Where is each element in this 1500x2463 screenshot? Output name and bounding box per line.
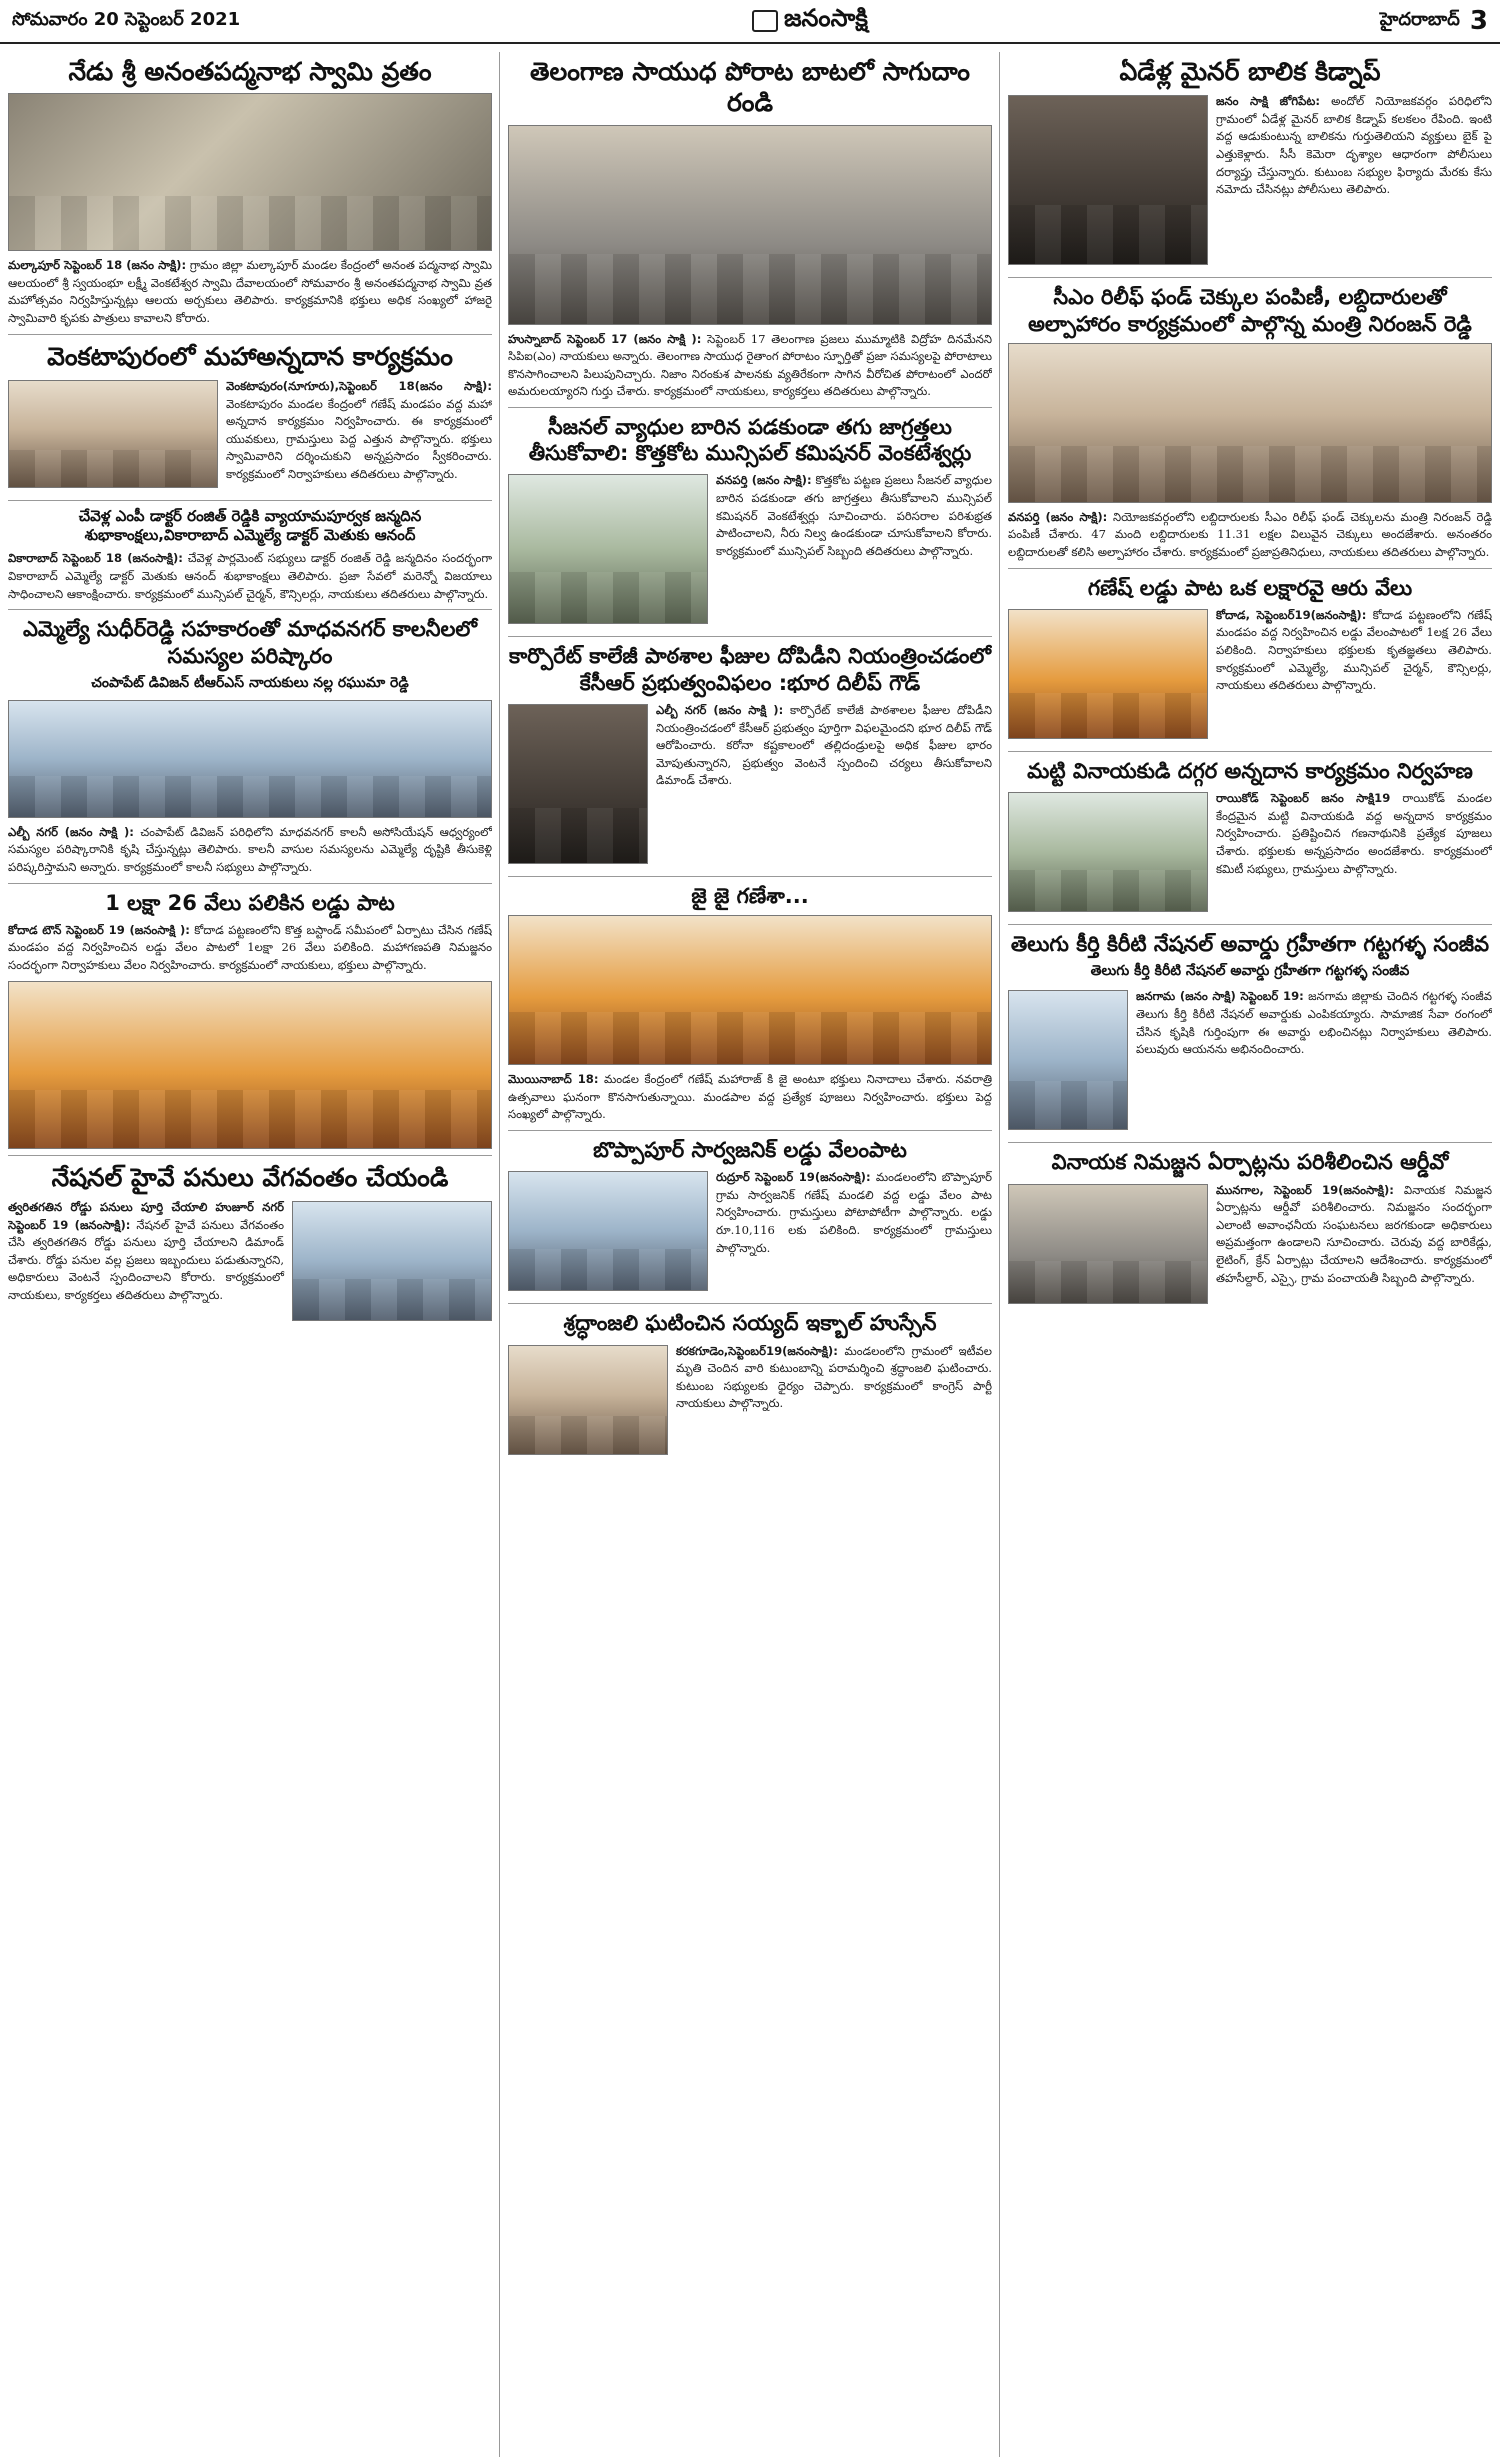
- article-body: మల్కాపూర్ సెప్టెంబర్ 18 (జనం సాక్షి): గ్రామం జిల్లా మల్కాపూర్ మండల కేంద్రంలో అనంత పద్మనాభ స్వామి ఆలయంలో శ్రీ స్వయంభూ లక్ష్మీ వెంకటేశ్వర స్వామి దేవాలయంలో సోమవారం శ్రీ అనంతపద్మనాభ స్వామి వ్రత మహోత్సవం నిర్వహిస్తున్నట్లు ఆలయ అర్చకులు తెలిపారు. కార్యక్రమానికి భక్తులు అధిక సంఖ్యలో హాజరై స్వామివారి కృపకు పాత్రులు కావాలని కోరారు.: [8, 258, 492, 326]
- article-body: ఎల్బీ నగర్ (జనం సాక్షి ): కార్పొరేట్ కాలేజీ పాఠశాలల ఫీజుల దోపిడీని నియంత్రించడంలో కేసీఆర్ ప్రభుత్వం పూర్తిగా విఫలమైందని భూర దిలీప్ గౌడ్ ఆరోపించారు. కరోనా కష్టకాలంలో తల్లిదండ్రులపై అధిక ఫీజుల భారం మోపుతున్నారని, ప్రభుత్వం వెంటనే స్పందించి చర్యలు తీసుకోవాలని డిమాండ్ చేశారు.: [656, 702, 992, 788]
- leader-portrait-photo: [508, 704, 648, 864]
- article-headline: నేడు శ్రీ అనంతపద్మనాభ స్వామి వ్రతం: [68, 57, 432, 86]
- article-headline: వెంకటాపురంలో మహాఅన్నదాన కార్యక్రమం: [47, 341, 453, 371]
- column-divider: [499, 52, 500, 2457]
- article-headline: నేషనల్ హైవే పనులు వేగవంతం చేయండి: [51, 1162, 449, 1192]
- article-subheadline: చంపాపేట్ డివిజన్ టీఆర్ఎస్ నాయకులు నల్ల రఘుమా రెడ్డి: [91, 674, 409, 691]
- article-body: ఎల్బీ నగర్ (జనం సాక్షి ): చంపాపేట్ డివిజన్ పరిధిలోని మాధవనగర్ కాలనీ అసోసియేషన్ ఆధ్వర్యంలో సమస్యల పరిష్కారానికి కృషి చేస్తున్నట్లు తెలిపారు. కాలనీ వాసుల సమస్యలను ఎమ్మెల్యే దృష్టికి తీసుకెళ్లి పరిష్కరిస్తామని అన్నారు. కార్యక్రమంలో కాలనీ సభ్యులు పాల్గొన్నారు.: [8, 824, 492, 874]
- article-headline: సీఎం రిలీఫ్ ఫండ్ చెక్కుల పంపిణీ, లబ్దిదారులతో అల్పాహారం కార్యక్రమంలో పాల్గొన్న మంత్రి నిరంజన్ రెడ్డి: [1028, 285, 1472, 336]
- article-body: జనగామ (జనం సాక్షి) సెప్టెంబర్ 19: జనగామ జిల్లాకు చెందిన గట్టగళ్ళ సంజీవ తెలుగు కీర్తి కిరీటి నేషనల్ అవార్డుకు ఎంపికయ్యారు. సామాజిక సేవా రంగంలో చేసిన కృషికి గుర్తింపుగా ఈ అవార్డు లభించినట్లు నిర్వాహకులు తెలిపారు. పలువురు ఆయనను అభినందించారు.: [1136, 989, 1492, 1057]
- column-left: [8, 52, 492, 2457]
- article-body: జనం సాక్షి జోగిపేట: అందోల్ నియోజకవర్గం పరిధిలోని గ్రామంలో ఏడేళ్ల మైనర్ బాలిక కిడ్నాప్ కలకలం రేపింది. ఇంటి వద్ద ఆడుకుంటున్న బాలికను గుర్తుతెలియని వ్యక్తులు బైక్ పై ఎత్తుకెళ్లారు. సీసీ కెమెరా దృశ్యాల ఆధారంగా పోలీసులు దర్యాప్తు చేస్తున్నారు. కుటుంబ సభ్యుల ఫిర్యాదు మేరకు కేసు నమోదు చేసినట్లు పోలీసులు తెలిపారు.: [1216, 94, 1492, 197]
- article-body: వనపర్తి (జనం సాక్షి): కొత్తకోట పట్టణ ప్రజలు సీజనల్ వ్యాధుల బారిన పడకుండా తగు జాగ్రత్తలు తీసుకోవాలని మున్సిపల్ కమిషనర్ వెంకటేశ్వర్లు సూచించారు. పరిసరాల పరిశుభ్రత పాటించాలని, నీరు నిల్వ ఉండకుండా చూసుకోవాలని కోరారు. కార్యక్రమంలో మున్సిపల్ సిబ్బంది తదితరులు పాల్గొన్నారు.: [716, 473, 992, 558]
- annadanam-photo: [8, 380, 218, 488]
- article-headline: బొప్పాపూర్ సార్వజనిక్ లడ్డు వేలంపాట: [593, 1138, 907, 1163]
- article-body: హుస్నాబాద్ సెప్టెంబర్ 17 (జనం సాక్షి ): సెప్టెంబర్ 17 తెలంగాణ ప్రజలు ముమ్మాటికి విద్రోహ దినమేనని సిపిఐ(ఎం) నాయకులు అన్నారు. తెలంగాణ సాయుధ రైతాంగ పోరాటం స్ఫూర్తితో ప్రజా సమస్యలపై పోరాటాలు కొనసాగించాలని పిలుపునిచ్చారు. నిజాం నిరంకుశ పాలనకు వ్యతిరేకంగా సాగిన వీరోచిత పోరాటంలో ఎందరో అమరులయ్యారని గుర్తు చేశారు. కార్యక్రమంలో నాయకులు, కార్యకర్తలు తదితరులు పాల్గొన్నారు.: [508, 331, 992, 399]
- tribute-photo: [508, 1345, 668, 1455]
- article-headline: కార్పొరేట్ కాలేజీ పాఠశాల ఫీజుల దోపిడీని నియంత్రించడంలో కేసీఆర్ ప్రభుత్వంవిఫలం :భూర దిలీప్ గౌడ్: [508, 644, 992, 695]
- article-subheadline: తెలుగు కీర్తి కిరీటి నేషనల్ అవార్డు గ్రహీతగా గట్టగళ్ళ సంజీవ: [1090, 963, 1410, 980]
- colony-meeting-photo: [8, 700, 492, 818]
- temple-sculpture-photo: [8, 93, 492, 251]
- article-headline: ఏడేళ్ల మైనర్ బాలిక కిడ్నాప్: [1119, 57, 1381, 86]
- laddu-auction-photo: [1008, 609, 1208, 739]
- ganesh-celebration-photo: [508, 915, 992, 1065]
- article-headline: జై జై గణేశా...: [691, 883, 809, 908]
- article-headline: వినాయక నిమజ్జన ఏర్పాట్లను పరిశీలించిన ఆర్డీవో: [1051, 1150, 1449, 1175]
- award-photo: [1008, 990, 1128, 1130]
- article-body: రుద్రూర్ సెప్టెంబర్ 19(జనంసాక్షి): మండలంలోని బొప్పాపూర్ గ్రామ సార్వజనిక్ గణేష్ మండలి వద్ద లడ్డు వేలం పాట నిర్వహించారు. గ్రామస్తులు పోటాపోటీగా పాల్గొన్నారు. లడ్డు రూ.10,116 లకు పలికింది. కార్యక్రమంలో గ్రామస్తులు పాల్గొన్నారు.: [716, 1170, 992, 1255]
- rally-photo: [508, 125, 992, 325]
- article-body: కోదాడ టౌన్ సెప్టెంబర్ 19 (జనంసాక్షి ): కోదాడ పట్టణంలోని కొత్త బస్టాండ్ సమీపంలో ఏర్పాటు చేసిన గణేష్ మండపం వద్ద నిర్వహించిన లడ్డు వేలం పాటలో 1లక్షా 26 వేలు పలికింది. మహాగణపతి నిమజ్జనం సందర్భంగా నిర్వాహకులు వేలం నిర్వహించారు. కార్యక్రమంలో నాయకులు, భక్తులు పాల్గొన్నారు.: [8, 922, 492, 973]
- highway-protest-photo: [292, 1201, 492, 1321]
- cctv-still-photo: [1008, 95, 1208, 265]
- page-number: 3: [1469, 6, 1488, 36]
- column-divider: [999, 52, 1000, 2457]
- article-headline: చేవెళ్ల ఎంపీ డాక్టర్ రంజిత్ రెడ్డికి వ్యాయామపూర్వక జన్మదిన శుభాకాంక్షలు,వికారాబాద్ ఎమ్మెల్యే డాక్టర్ మెతుకు ఆనంద్: [78, 506, 422, 544]
- column-right: [1008, 52, 1492, 2457]
- article-body: కరకగూడెం,సెప్టెంబర్19(జనంసాక్షి): మండలంలోని గ్రామంలో ఇటీవల మృతి చెందిన వారి కుటుంబాన్ని పరామర్శించి శ్రద్ధాంజలి ఘటించారు. కుటుంబ సభ్యులకు ధైర్యం చెప్పారు. కార్యక్రమంలో కాంగ్రెస్ పార్టీ నాయకులు పాల్గొన్నారు.: [676, 1343, 992, 1411]
- masthead: [0, 0, 1500, 44]
- article-body: త్వరితగతిన రోడ్డు పనులు పూర్తి చేయాలి హుజూర్ నగర్ సెప్టెంబర్ 19 (జనంసాక్షి): నేషనల్ హైవే పనులు వేగవంతం చేసి త్వరితగతిన రోడ్డు పనులు పూర్తి చేయాలని డిమాండ్ చేశారు. రోడ్డు పనుల వల్ల ప్రజలు ఇబ్బందులు పడుతున్నారని, అధికారులు వెంటనే స్పందించాలని కోరారు. కార్యక్రమంలో నాయకులు, కార్యకర్తలు తదితరులు పాల్గొన్నారు.: [8, 1199, 284, 1302]
- sanitation-photo: [508, 474, 708, 624]
- article-body: వెంకటాపురం(నూగూరు),సెప్టెంబర్ 18(జనం సాక్షి): వెంకటాపురం మండల కేంద్రంలో గణేష్ మండపం వద్ద మహా అన్నదాన కార్యక్రమం నిర్వహించారు. ఈ కార్యక్రమంలో యువకులు, గ్రామస్తులు పెద్ద ఎత్తున పాల్గొన్నారు. భక్తులు స్వామివారిని దర్శించుకుని అన్నప్రసాదం స్వీకరించారు. కార్యక్రమంలో నిర్వాహకులు తదితరులు పాల్గొన్నారు.: [226, 378, 492, 481]
- article-headline: తెలుగు కీర్తి కిరీటి నేషనల్ అవార్డు గ్రహీతగా గట్టగళ్ళ సంజీవ: [1010, 932, 1490, 957]
- immersion-site-photo: [1008, 1184, 1208, 1304]
- article-body: కోదాడ, సెప్టెంబర్19(జనంసాక్షి): కోదాడ పట్టణంలోని గణేష్ మండపం వద్ద నిర్వహించిన లడ్డు వేలంపాటలో 1లక్ష 26 వేలు పలికింది. నిర్వాహకులు భక్తులకు కృతజ్ఞతలు తెలిపారు. కార్యక్రమంలో ఎమ్మెల్యే, మున్సిపల్ చైర్మన్, కౌన్సిలర్లు, నాయకులు తదితరులు పాల్గొన్నారు.: [1216, 607, 1492, 693]
- logo-icon: [752, 10, 778, 32]
- article-body: మునగాల, సెప్టెంబర్ 19(జనంసాక్షి): వినాయక నిమజ్జన ఏర్పాట్లను ఆర్డీవో పరిశీలించారు. నిమజ్జనం సందర్భంగా ఎలాంటి అవాంఛనీయ సంఘటనలు జరగకుండా అధికారులు అప్రమత్తంగా ఉండాలని సూచించారు. చెరువు వద్ద బారికేడ్లు, లైటింగ్, క్రేన్ ఏర్పాట్లు చేయాలని ఆదేశించారు. కార్యక్రమంలో తహసీల్దార్, ఎస్సై, గ్రామ పంచాయతీ సిబ్బంది పాల్గొన్నారు.: [1216, 1182, 1492, 1285]
- issue-date: సోమవారం 20 సెప్టెంబర్ 2021: [12, 8, 241, 30]
- article-headline: ఎమ్మెల్యే సుధీర్‌రెడ్డి సహకారంతో మాధవనగర్ కాలనీలలో సమస్యల పరిష్కారం: [23, 617, 477, 668]
- article-body: రాయికోడ్ సెప్టెంబర్ జనం సాక్షి19 రాయికోడ్ మండల కేంద్రమైన మట్టి వినాయకుడి వద్ద అన్నదాన కార్యక్రమం నిర్వహించారు. ప్రతిష్టించిన గణనాథునికి ప్రత్యేక పూజలు చేశారు. భక్తులకు అన్నప్రసాదం అందజేశారు. కార్యక్రమంలో కమిటీ సభ్యులు, గ్రామస్తులు పాల్గొన్నారు.: [1216, 791, 1492, 876]
- masthead-right: [1380, 6, 1488, 36]
- paper-logo: [752, 4, 868, 38]
- laddu-auction-photo: [8, 981, 492, 1149]
- article-headline: 1 లక్షా 26 వేలు పలికిన లడ్డు పాట: [105, 890, 395, 915]
- article-body: వికారాబాద్ సెప్టెంబర్ 18 (జనంసాక్షి): చేవెళ్ల పార్లమెంట్ సభ్యులు డాక్టర్ రంజిత్ రెడ్డి జన్మదినం సందర్భంగా వికారాబాద్ ఎమ్మెల్యే డాక్టర్ మెతుకు ఆనంద్ శుభాకాంక్షలు తెలిపారు. ప్రజా సేవలో మరెన్నో విజయాలు సాధించాలని ఆకాంక్షించారు. కార్యక్రమంలో మున్సిపల్ చైర్మన్, కౌన్సిలర్లు, నాయకులు తదితరులు పాల్గొన్నారు.: [8, 551, 492, 601]
- article-headline: తెలంగాణ సాయుధ పోరాట బాటలో సాగుదాం రండి: [530, 57, 970, 118]
- city-name: హైదరాబాద్: [1379, 8, 1460, 30]
- article-headline: శ్రద్ధాంజలి ఘటించిన సయ్యద్ ఇక్బాల్ హుస్సేన్: [563, 1311, 937, 1336]
- column-middle: [508, 52, 992, 2457]
- cheque-distribution-photo: [1008, 343, 1492, 503]
- article-headline: మట్టి వినాయకుడి దగ్గర అన్నదాన కార్యక్రమం నిర్వహణ: [1027, 758, 1473, 783]
- article-headline: సీజనల్ వ్యాధుల బారిన పడకుండా తగు జాగ్రత్తలు తీసుకోవాలి: కొత్తకోట మున్సిపల్ కమిషనర్ వెంకటేశ్వర్లు: [528, 414, 972, 466]
- article-headline: గణేష్ లడ్డు పాట ఒక లక్షారవై ఆరు వేలు: [1087, 575, 1413, 600]
- paper-name: జనంసాక్షి: [784, 4, 868, 32]
- annadanam-photo: [1008, 792, 1208, 912]
- article-body: వనపర్తి (జనం సాక్షి): నియోజకవర్గంలోని లబ్దిదారులకు సీఎం రిలీఫ్ ఫండ్ చెక్కులను మంత్రి నిరంజన్ రెడ్డి పంపిణీ చేశారు. 47 మంది లబ్దిదారులకు 11.31 లక్షల విలువైన చెక్కులు అందజేశారు. అనంతరం లబ్దిదారులతో కలిసి అల్పాహారం చేశారు. కార్యక్రమంలో ప్రజాప్రతినిధులు, నాయకులు తదితరులు పాల్గొన్నారు.: [1008, 509, 1492, 559]
- article-body: మొయినాబాద్ 18: మండల కేంద్రంలో గణేష్ మహారాజ్ కి జై అంటూ భక్తులు నినాదాలు చేశారు. నవరాత్రి ఉత్సవాలు ఘనంగా కొనసాగుతున్నాయి. మండపాల వద్ద ప్రత్యేక పూజలు నిర్వహించారు. భక్తులు పెద్ద సంఖ్యలో పాల్గొన్నారు.: [508, 1072, 992, 1122]
- laddu-auction-photo: [508, 1171, 708, 1291]
